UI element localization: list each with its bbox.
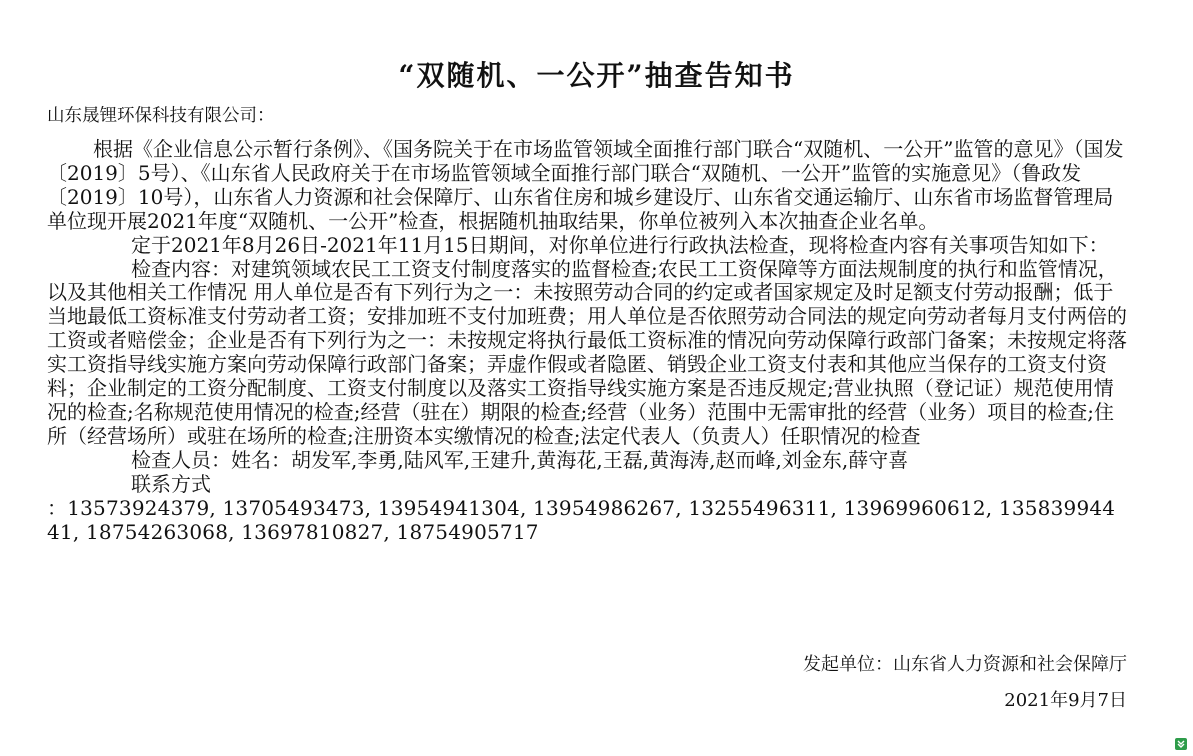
- inspection-content-label: 检查内容：: [131, 256, 231, 281]
- paragraph-inspection-period: 定于2021年8月26日-2021年11月15日期间，对你单位进行行政执法检查，现将检查内容有关事项告知如下：: [131, 232, 1109, 257]
- download-arrow-icon[interactable]: [1175, 738, 1187, 750]
- issue-date: 2021年9月7日: [1004, 690, 1127, 711]
- inspectors-names: 姓名：胡发军,李勇,陆风军,王建升,黄海花,王磊,黄海涛,赵而峰,刘金东,薛守喜: [231, 447, 909, 472]
- document-title: “双随机、一公开”抽查告知书: [398, 59, 795, 92]
- paragraph-inspection-content: [47, 258, 1127, 449]
- inspectors-label: 检查人员：: [131, 447, 231, 472]
- inspection-content-text: 对建筑领域农民工工资支付制度落实的监督检查;农民工工资保障等方面法规制度的执行和监管情况，以及其他相关工作情况 用人单位是否有下列行为之一：未按照劳动合同的约定或者国家规定及时足额支付劳动报酬；低于当地最低工资标准支付劳动者工资；安排加班不支付加班费；用人单位是否依照劳动合同法的规定向劳动者每月支付两倍的工资或者赔偿金；企业是否有下列行为之一：未按规定将执行最低工资标准的情况向劳动保障行政部门备案；未按规定将落实工资指导线实施方案向劳动保障行政部门备案；弄虚作假或者隐匿、销毁企业工资支付表和其他应当保存的工资支付资料；企业制定的工资分配制度、工资支付制度以及落实工资指导线实施方案是否违反规定;营业执照（登记证）规范使用情况的检查;名称规范使用情况的检查;经营（驻在）期限的检查;经营（业务）范围中无需审批的经营（业务）项目的检查;住所（经营场所）或驻在场所的检查;注册资本实缴情况的检查;法定代表人（负责人）任职情况的检查: [47, 256, 1127, 448]
- contact-label: 联系方式: [131, 471, 211, 496]
- paragraph-legal-basis: 根据《企业信息公示暂行条例》、《国务院关于在市场监管领域全面推行部门联合“双随机、一公开”监管的意见》（国发〔2019〕5号）、《山东省人民政府关于在市场监管领域全面推行部门联合“双随机、一公开”监管的实施意见》（鲁政发〔2019〕10号），山东省人力资源和社会保障厅、山东省住房和城乡建设厅、山东省交通运输厅、山东省市场监督管理局单位现开展2021年度“双随机、一公开”检查，根据随机抽取结果，你单位被列入本次抽查企业名单。: [47, 137, 1124, 233]
- contact-phone-numbers: ：13573924379, 13705493473, 13954941304, 13954986267, 13255496311, 13969960612, 13583994441, 18754263068, 13697810827, 18754905717: [47, 495, 1116, 544]
- issuing-unit: 发起单位：山东省人力资源和社会保障厅: [803, 654, 1127, 675]
- notice-body: [47, 138, 1127, 544]
- recipient-line: 山东晟锂环保科技有限公司：: [47, 106, 275, 126]
- paragraph-inspectors: [47, 449, 1127, 473]
